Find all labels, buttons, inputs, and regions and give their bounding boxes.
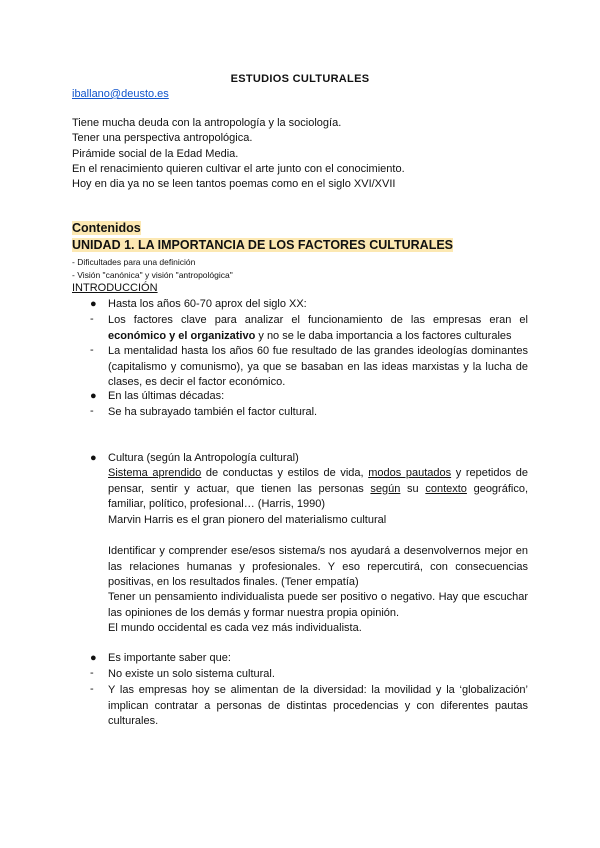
intro-line: Hoy en dia ya no se leen tantos poemas como en el siglo XVI/XVII [72,178,396,191]
bullet-text: Hasta los años 60-70 aprox del siglo XX: [108,298,307,310]
bullet-text: Cultura (según la Antropología cultural) [108,452,299,464]
subtopic-2: - Visión "canónica" y visión "antropológica" [72,270,233,280]
email-link[interactable]: iballano@deusto.es [72,88,169,100]
underlined-term: Sistema aprendido [108,467,202,479]
intro-paragraph [72,116,405,192]
intro-line: Tener una perspectiva antropológica. [72,132,253,145]
intro-line: Pirámide social de la Edad Media. [72,147,239,160]
bullet-icon: ● [90,390,97,402]
dash-text [108,313,528,344]
underlined-term: contexto [425,482,467,495]
dash-icon: - [90,313,94,325]
definition-text: y repetidos de pensar, sentir y actuar, que tienen las personas [108,467,528,495]
dash-text: La mentalidad hasta los años 60 fue resultado de las grandes ideologías dominantes (capitalismo y comunismo), ya que se basaban en las ideas marxistas y la lucha de clases, es decir el factor económico. [108,345,528,388]
intro-line: En el renacimiento quieren cultivar el arte junto con el conocimiento. [72,162,405,175]
bullet-text: En las últimas décadas: [108,390,225,402]
dash-icon: - [90,344,94,356]
unit-heading-text: UNIDAD 1. LA IMPORTANCIA DE LOS FACTORES CULTURALES [72,238,454,252]
bullet-icon: ● [90,298,97,310]
intro-line: Tiene mucha deuda con la antropología y la sociología. [72,117,342,129]
subtopic-1: - Dificultades para una definición [72,257,196,267]
dash-icon: - [90,405,94,417]
definition-text: geográfico, familiar, político, profesional… (Harris, 1990) [108,482,529,510]
individualismo-paragraph: Tener un pensamiento individualista puede ser positivo o negativo. Hay que escuchar las opiniones de los demás y formar nuestra propia opinión. [108,591,528,619]
bullet-icon: ● [90,652,97,664]
bullet-icon: ● [90,452,97,464]
dash-text: No existe un solo sistema cultural. [108,668,275,680]
identificar-paragraph: Identificar y comprender ese/esos sistema/s nos ayudará a desenvolvernos mejor en las relaciones humanas y profesionales. Y eso repercutirá, con consecuencias positivas, en los resultados finales. (Tener empatía) [108,545,528,588]
dash-text-part: Los factores clave para analizar el funcionamiento de las empresas eran el [108,314,528,326]
bullet-text: Es importante saber que: [108,652,231,664]
dash-text: Se ha subrayado también el factor cultural. [108,406,318,418]
culture-definition [108,466,528,513]
dash-icon: - [90,667,94,679]
definition-text: su [400,482,426,495]
harris-note: Marvin Harris es el gran pionero del materialismo cultural [108,514,387,526]
definition-text: de conductas y estilos de vida, [201,467,369,479]
document-title: ESTUDIOS CULTURALES [230,73,370,85]
dash-icon: - [90,683,94,695]
contenidos-heading [72,221,141,235]
introduccion-heading: INTRODUCCIÓN [72,282,158,294]
dash-text-part: y no se le daba importancia a los factores culturales [255,329,512,342]
underlined-term: según [370,482,401,495]
unit-heading [72,238,453,252]
underlined-term: modos pautados [368,467,452,479]
dash-text-bold: económico y el organizativo [108,329,256,342]
contenidos-text: Contenidos [72,221,141,235]
dash-text: Y las empresas hoy se alimentan de la diversidad: la movilidad y la ‘globalización’ implican contratar a personas de distintas procedencias y con diferentes pautas culturales. [108,684,528,727]
mundo-occidental-line: El mundo occidental es cada vez más individualista. [108,622,362,634]
